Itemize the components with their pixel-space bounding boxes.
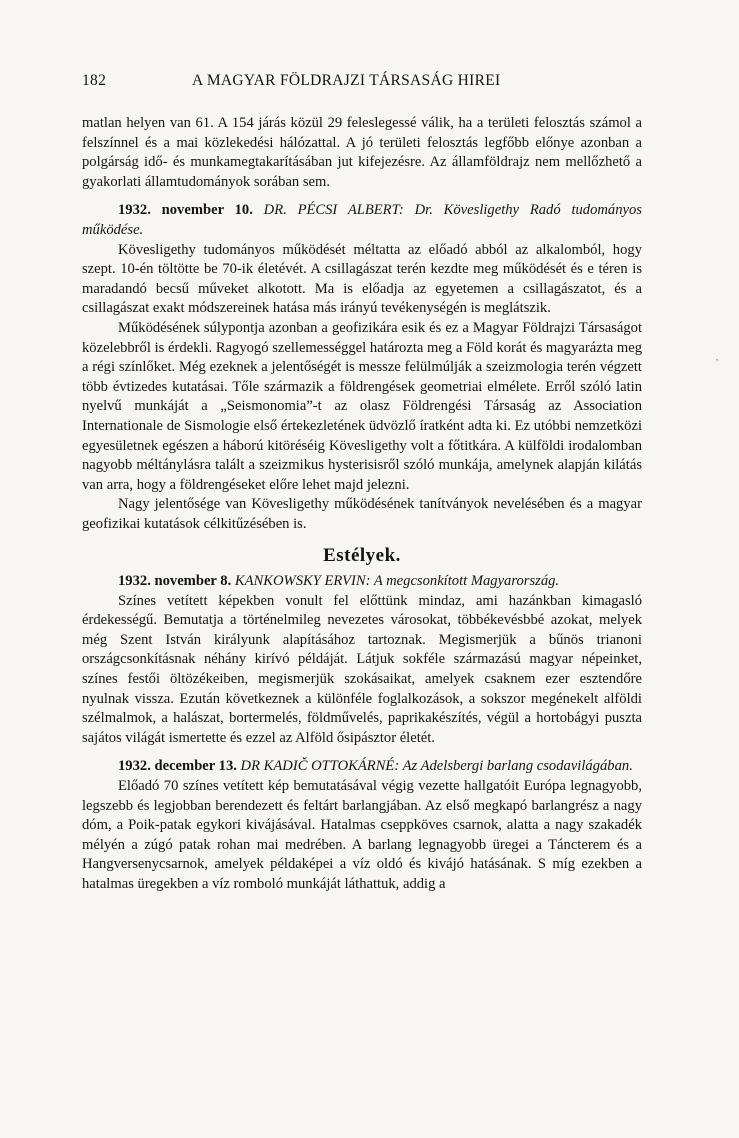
entry-date: 1932. november 10.	[118, 202, 253, 219]
entry-pecsi	[82, 201, 642, 240]
section-heading: Estélyek.	[323, 545, 401, 567]
journal-title: A MAGYAR FÖLDRAJZI TÁRSASÁG HIREI	[192, 72, 501, 89]
entry-title: A megcsonkított Magyarország.	[373, 573, 560, 590]
paragraph: Kövesligethy tudományos működését méltatta az előadó abból az alkalomból, hogy szept. 10-én töltötte be 70-ik életévét. A csillagászat terén kezdte meg működését és e téren is maradandó becsű műveket alkotott. Ma is előadja az egyetemen a csillagászatot, és a csillagászat exakt módszereinek hatása más irányú tevékenységén is meglátszik.	[82, 241, 642, 317]
paragraph: Működésének súlypontja azonban a geofizikára esik és ez a Magyar Földrajzi Társaságot közelebbről is érdekli. Ragyogó szellemességgel határozta meg a Föld korát és magyarázta meg a régi színlőket. Még ezeknek a jelentőségét is messze felülmúlják a szeizmologia terén végzett több évtizedes kutatásai. Tőle származik a földrengések geometriai elmélete. Erről szóló latin nyelvű munkáját a „Seismonomia”-t az olasz Földrengési Társaság az Association Internationale de Sismologie első értekezletének üdvözlő íratként adta ki. Ez utóbbi nemzetközi egyesületnek egészen a háború kitöréséig Kövesligethy volt a főtitkára. A külföldi irodalomban nagyobb méltánylásra talált a szeizmikus hysterisisről szóló munkája, amelynek alapján kilátás van arra, hogy a földrengéseket előre lehet majd jelezni.	[82, 319, 642, 493]
entry-title: Az Adelsbergi barlang csodavilágában.	[402, 758, 633, 775]
entry-kadic	[82, 757, 642, 777]
entry-title: Dr. Kövesligethy Radó tudományos működése.	[82, 202, 642, 238]
entry-speaker: DR. PÉCSI ALBERT	[263, 202, 399, 219]
entry-kankowsky	[82, 572, 642, 592]
entry-date: 1932. december 13.	[118, 758, 237, 775]
paragraph: Előadó 70 színes vetített kép bemutatásával végig vezette hallgatóit Európa legnagyobb, legszebb és legjobban berendezett és feltárt barlangjában. Az első megkapó barlangrész a nagy dóm, a Poik-patak egykori kivájásával. Hatalmas cseppköves csarnok, alatta a nagy szakadék mélyén a zúgó patak rohan mai medrében. A barlang legnagyobb üregei a Táncterem és a Hangversenycsarnok, amelyek példaképei a víz oldó és kivájó hatásának. S míg ezekben a hatalmas üregekben a víz romboló munkáját láthattuk, addig a	[82, 778, 642, 892]
speaker-separator: :	[398, 202, 415, 219]
speaker-separator: :	[394, 758, 403, 775]
running-header	[82, 72, 642, 94]
intro-paragraph: matlan helyen van 61. A 154 járás közül 29 feleslegessé válik, ha a területi felosztás számol a felszínnel és a mai közlekedési hálózattal. A jó területi felosztás legfőbb előnye azonban a polgárság idő- és munkamegtakarításában jut kifejezésre. Az államföldrajz nem mellőzhető a gyakorlati államtudományok sorában sem.	[82, 115, 642, 190]
paragraph: Nagy jelentősége van Kövesligethy működésének tanítványok nevelésében és a magyar geofizikai kutatások célkitűzésében is.	[82, 496, 642, 532]
entry-date: 1932. november 8.	[118, 573, 232, 590]
body-text	[82, 114, 642, 895]
page-number: 182	[82, 72, 107, 89]
speaker-separator: :	[365, 573, 374, 590]
margin-mark: ,	[716, 352, 719, 362]
entry-speaker: DR KADIČ OTTOKÁRNÉ	[240, 758, 395, 775]
paragraph: Színes vetített képekben vonult fel előttünk mindaz, ami hazánkban kimagasló érdekességű. Bemutatja a történelmileg nevezetes városokat, többékevésbbé azokat, melyek még Szent István királyunk alapításához tartoznak. Megismerjük a bűnös trianoni országcsonkításnak néhány kirívó példáját. Látjuk sokféle származású magyar népeinket, színes festői öltözékeiben, megismerjük szokásaikat, amelyek csaknem ezer esztendőre nyulnak vissza. Ezután következnek a különféle foglalkozások, a sokszor megénekelt alföldi szélmalmok, a halászat, bortermelés, földművelés, paprikakészítés, végül a hortobágyi puszta sajátos világát ismertette és ezzel az Alföld ősipásztor életét.	[82, 592, 642, 746]
entry-speaker: KANKOWSKY ERVIN	[234, 573, 366, 590]
